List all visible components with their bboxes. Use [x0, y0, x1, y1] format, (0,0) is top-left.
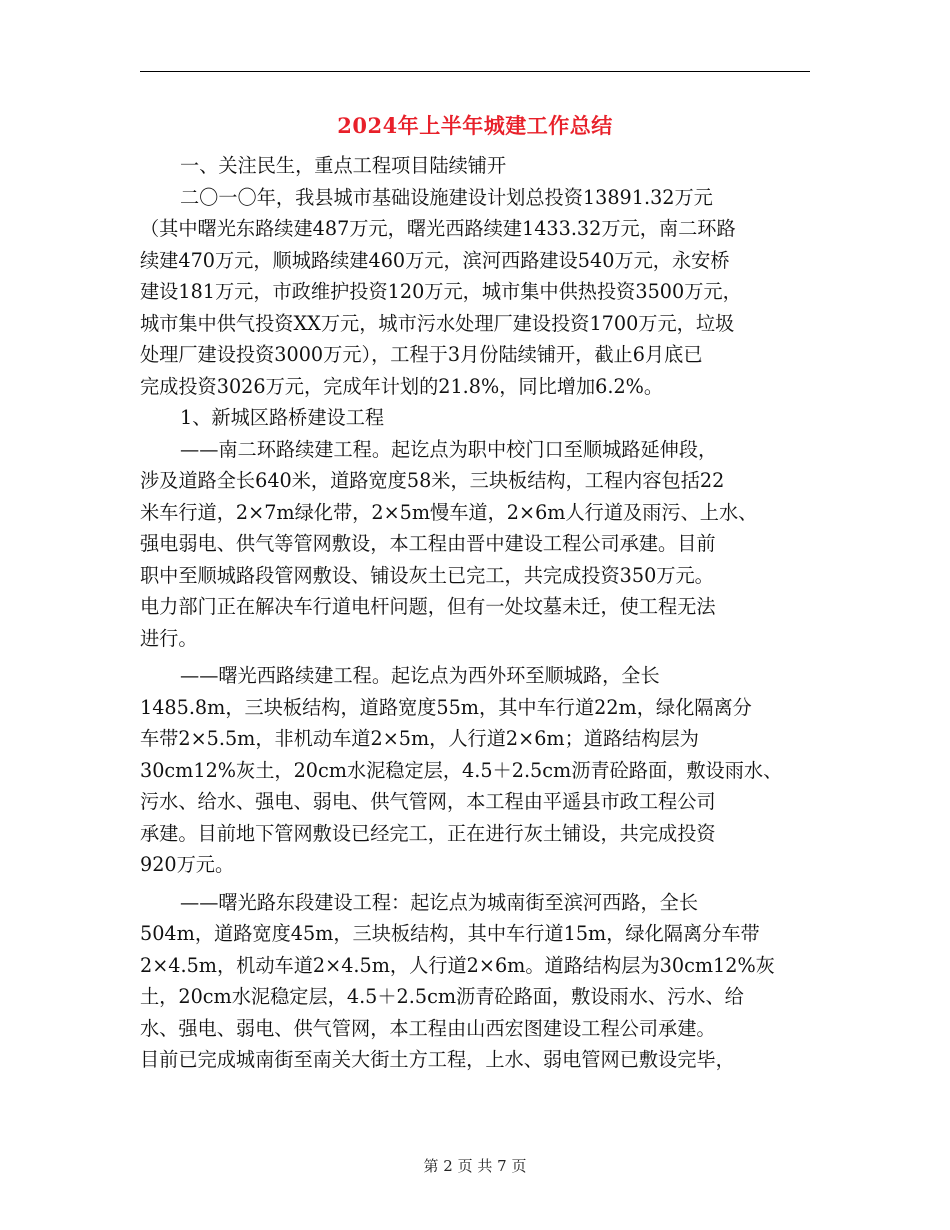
- text-line: 920万元。: [140, 853, 235, 876]
- text-line: 1485.8m，三块板结构，道路宽度55m，其中车行道22m，绿化隔离分: [140, 695, 752, 719]
- text-line: 二〇一〇年，我县城市基础设施建设计划总投资13891.32万元: [180, 185, 713, 209]
- text-line: 建设181万元，市政维护投资120万元，城市集中供热投资3500万元，: [140, 280, 742, 303]
- text-line: 504m，道路宽度45m，三块板结构，其中车行道15m，绿化隔离分车带: [140, 922, 760, 945]
- text-line: 目前已完成城南街至南关大街土方工程，上水、弱电管网已敷设完毕，: [140, 1048, 735, 1071]
- text-line: 职中至顺城路段管网敷设、铺设灰土已完工，共完成投资350万元。: [140, 563, 714, 587]
- text-line: 一、关注民生，重点工程项目陆续铺开: [180, 154, 507, 177]
- text-line: 电力部门正在解决车行道电杆问题，但有一处坟墓未迁，使工程无法: [140, 595, 716, 618]
- text-line: 城市集中供气投资XX万元，城市污水处理厂建设投资1700万元，垃圾: [140, 311, 735, 335]
- text-line: 进行。: [140, 626, 198, 650]
- document-title: 2024年上半年城建工作总结: [337, 113, 613, 138]
- text-line: 车带2×5.5m，非机动车道2×5m，人行道2×6m；道路结构层为: [140, 727, 699, 750]
- text-line: （其中曙光东路续建487万元，曙光西路续建1433.32万元，南二环路: [140, 217, 736, 240]
- header-rule: [140, 71, 810, 72]
- text-line: 污水、给水、强电、弱电、供气管网，本工程由平遥县市政工程公司: [140, 790, 716, 813]
- text-line: 处理厂建设投资3000万元），工程于3月份陆续铺开，截止6月底已: [140, 343, 703, 366]
- text-line: ——曙光西路续建工程。起讫点为西外环至顺城路，全长: [180, 664, 660, 687]
- text-line: 完成投资3026万元，完成年计划的21.8%，同比增加6.2%。: [140, 374, 664, 398]
- text-line: 土，20cm水泥稳定层，4.5＋2.5cm沥青砼路面，敷设雨水、污水、给: [140, 985, 744, 1008]
- text-line: ——曙光路东段建设工程：起讫点为城南街至滨河西路，全长: [180, 890, 699, 914]
- text-line: 承建。目前地下管网敷设已经完工，正在进行灰土铺设，共完成投资: [140, 821, 716, 845]
- text-line: 涉及道路全长640米，道路宽度58米，三块板结构，工程内容包括22: [140, 469, 725, 492]
- text-line: 续建470万元，顺城路续建460万元，滨河西路建设540万元，永安桥: [140, 248, 730, 272]
- text-line: ——南二环路续建工程。起讫点为职中校门口至顺城路延伸段，: [180, 437, 718, 461]
- page-footer: 第 2 页 共 7 页: [423, 1157, 527, 1175]
- document-body: [140, 150, 810, 1076]
- text-line: 1、新城区路桥建设工程: [180, 406, 385, 429]
- text-line: 强电弱电、供气等管网敷设，本工程由晋中建设工程公司承建。目前: [140, 532, 716, 555]
- text-line: 30cm12%灰土，20cm水泥稳定层，4.5＋2.5cm沥青砼路面，敷设雨水、: [140, 758, 783, 782]
- text-line: 2×4.5m，机动车道2×4.5m，人行道2×6m。道路结构层为30cm12%灰: [140, 953, 775, 977]
- text-line: 水、强电、弱电、供气管网，本工程由山西宏图建设工程公司承建。: [140, 1016, 716, 1040]
- text-line: 米车行道，2×7m绿化带，2×5m慢车道，2×6m人行道及雨污、上水、: [140, 500, 758, 524]
